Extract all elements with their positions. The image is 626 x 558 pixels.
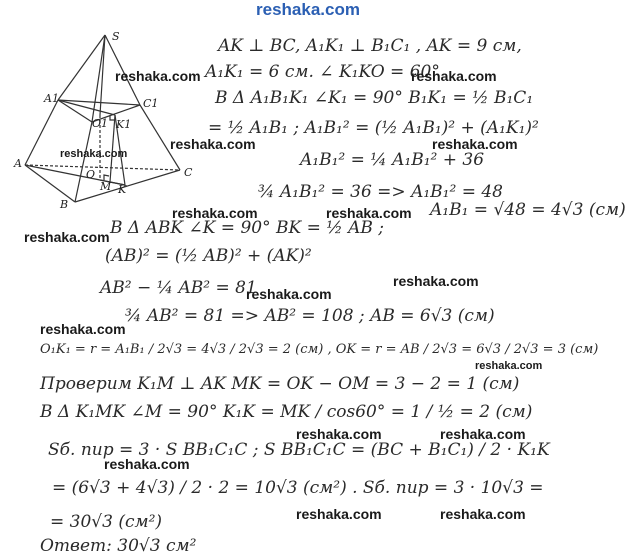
frustum-figure: [0, 30, 215, 230]
watermark: reshaka.com: [411, 68, 497, 84]
label-c1: C1: [143, 97, 159, 110]
watermark: reshaka.com: [172, 205, 258, 221]
watermark: reshaka.com: [440, 506, 526, 522]
solution-line-13: Проверим K₁M ⊥ AK MK = OK − OM = 3 − 2 = 1 (см): [40, 374, 520, 394]
solution-line-16: = (6√3 + 4√3) / 2 · 2 = 10√3 (см²) . Sб. пир = 3 · 10√3 =: [52, 478, 544, 498]
watermark: reshaka.com: [393, 273, 479, 289]
solution-line-7: A₁B₁ = √48 = 4√3 (см): [430, 200, 626, 220]
label-a1: A1: [44, 92, 59, 105]
solution-line-15: Sб. пир = 3 · S BB₁C₁C ; S BB₁C₁C = (BC + B₁C₁) / 2 · K₁K: [48, 440, 550, 460]
watermark: reshaka.com: [326, 205, 412, 221]
watermark: reshaka.com: [24, 229, 110, 245]
watermark: reshaka.com: [246, 286, 332, 302]
label-a: A: [14, 157, 22, 170]
solution-line-6: ¾ A₁B₁² = 36 => A₁B₁² = 48: [258, 182, 503, 202]
solution-line-17: = 30√3 (см²): [50, 512, 163, 532]
watermark: reshaka.com: [40, 321, 126, 337]
label-o1: O1: [92, 117, 109, 130]
label-m: M: [100, 180, 112, 193]
solution-line-3: B Δ A₁B₁K₁ ∠K₁ = 90° B₁K₁ = ½ B₁C₁: [215, 88, 534, 108]
solution-line-11: ¾ AB² = 81 => AB² = 108 ; AB = 6√3 (см): [125, 306, 495, 326]
label-c: C: [184, 166, 193, 179]
watermark-top: reshaka.com: [256, 0, 360, 19]
solution-line-5: A₁B₁² = ¼ A₁B₁² + 36: [300, 150, 485, 170]
solution-line-4: = ½ A₁B₁ ; A₁B₁² = (½ A₁B₁)² + (A₁K₁)²: [208, 118, 539, 138]
solution-line-12: O₁K₁ = r = A₁B₁ / 2√3 = 4√3 / 2√3 = 2 (см) , OK = r = AB / 2√3 = 6√3 / 2√3 = 3 (см): [40, 342, 599, 357]
solution-line-1: AK ⊥ BC, A₁K₁ ⊥ B₁C₁ , AK = 9 см,: [218, 36, 522, 56]
watermark: reshaka.com: [440, 426, 526, 442]
solution-line-14: B Δ K₁MK ∠M = 90° K₁K = MK / cos60° = 1 / ½ = 2 (см): [40, 402, 533, 422]
solution-line-9: (AB)² = (½ AB)² + (AK)²: [105, 246, 312, 266]
edge-s-a1: [58, 35, 105, 100]
watermark: reshaka.com: [170, 136, 256, 152]
watermark: reshaka.com: [475, 360, 543, 372]
label-o: O: [86, 168, 96, 181]
watermark: reshaka.com: [60, 148, 128, 160]
watermark: reshaka.com: [432, 136, 518, 152]
watermark: reshaka.com: [296, 506, 382, 522]
solution-line-8: B Δ ABK ∠K = 90° BK = ½ AB ;: [110, 218, 385, 238]
label-k: K: [118, 183, 127, 196]
solution-line-2: A₁K₁ = 6 см. ∠ K₁KO = 60°: [205, 62, 440, 82]
answer-line: Ответ: 30√3 см²: [40, 536, 197, 556]
watermark: reshaka.com: [115, 68, 201, 84]
watermark: reshaka.com: [296, 426, 382, 442]
label-b: B: [60, 198, 69, 211]
label-k1: K1: [116, 118, 132, 131]
watermark: reshaka.com: [104, 456, 190, 472]
label-s: S: [112, 30, 120, 43]
solution-line-10: AB² − ¼ AB² = 81: [100, 278, 257, 298]
